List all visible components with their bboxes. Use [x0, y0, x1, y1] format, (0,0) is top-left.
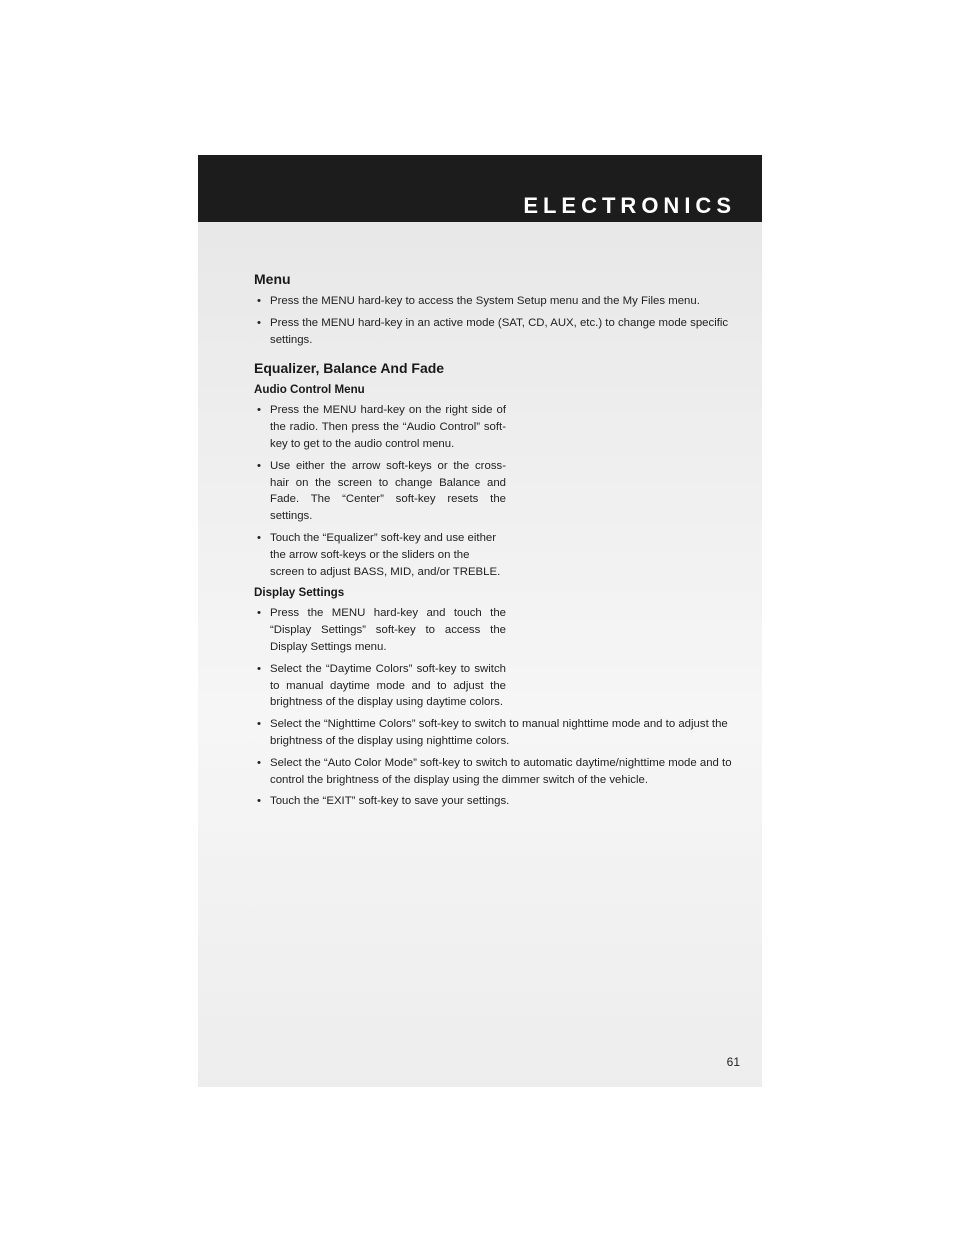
display-settings-bullet: • Press the MENU hard-key and touch the “Display Settings” soft-key to access the Display Settings menu.	[254, 605, 506, 655]
menu-bullet: • Press the MENU hard-key to access the System Setup menu and the My Files menu.	[254, 293, 742, 310]
page-content	[254, 270, 742, 815]
menu-heading: Menu	[254, 271, 291, 287]
manual-page	[198, 155, 762, 1087]
page-number: 61	[726, 1055, 740, 1069]
audio-control-bullet: • Use either the arrow soft-keys or the cross-hair on the screen to change Balance and Fade. The “Center” soft-key resets the settings.	[254, 458, 506, 525]
display-settings-bullet: • Select the “Daytime Colors” soft-key to switch to manual daytime mode and to adjust the brightness of the display using daytime colors.	[254, 661, 506, 711]
menu-bullet: • Press the MENU hard-key in an active mode (SAT, CD, AUX, etc.) to change mode specific settings.	[254, 315, 742, 349]
menu-bullet-list	[254, 293, 742, 348]
display-settings-bullet: • Select the “Nighttime Colors” soft-key to switch to manual nighttime mode and to adjust the brightness of the display using nighttime colors.	[254, 716, 742, 750]
audio-control-bullet: • Press the MENU hard-key on the right side of the radio. Then press the “Audio Control” soft-key to get to the audio control menu.	[254, 402, 506, 452]
audio-control-bullet: • Touch the “Equalizer” soft-key and use either the arrow soft-keys or the sliders on the screen to adjust BASS, MID, and/or TREBLE.	[254, 530, 506, 580]
display-settings-bullet: • Select the “Auto Color Mode” soft-key to switch to automatic daytime/nighttime mode and to control the brightness of the display using the dimmer switch of the vehicle.	[254, 755, 742, 789]
section-title: ELECTRONICS	[523, 193, 736, 218]
display-settings-subheading: Display Settings	[254, 586, 345, 600]
section-header-bar	[198, 155, 762, 222]
audio-control-bullet-list	[254, 402, 742, 580]
audio-control-subheading: Audio Control Menu	[254, 383, 365, 397]
equalizer-heading: Equalizer, Balance And Fade	[254, 360, 445, 377]
display-settings-bullet: • Touch the “EXIT” soft-key to save your settings.	[254, 793, 742, 810]
display-settings-bullet-list	[254, 605, 742, 810]
